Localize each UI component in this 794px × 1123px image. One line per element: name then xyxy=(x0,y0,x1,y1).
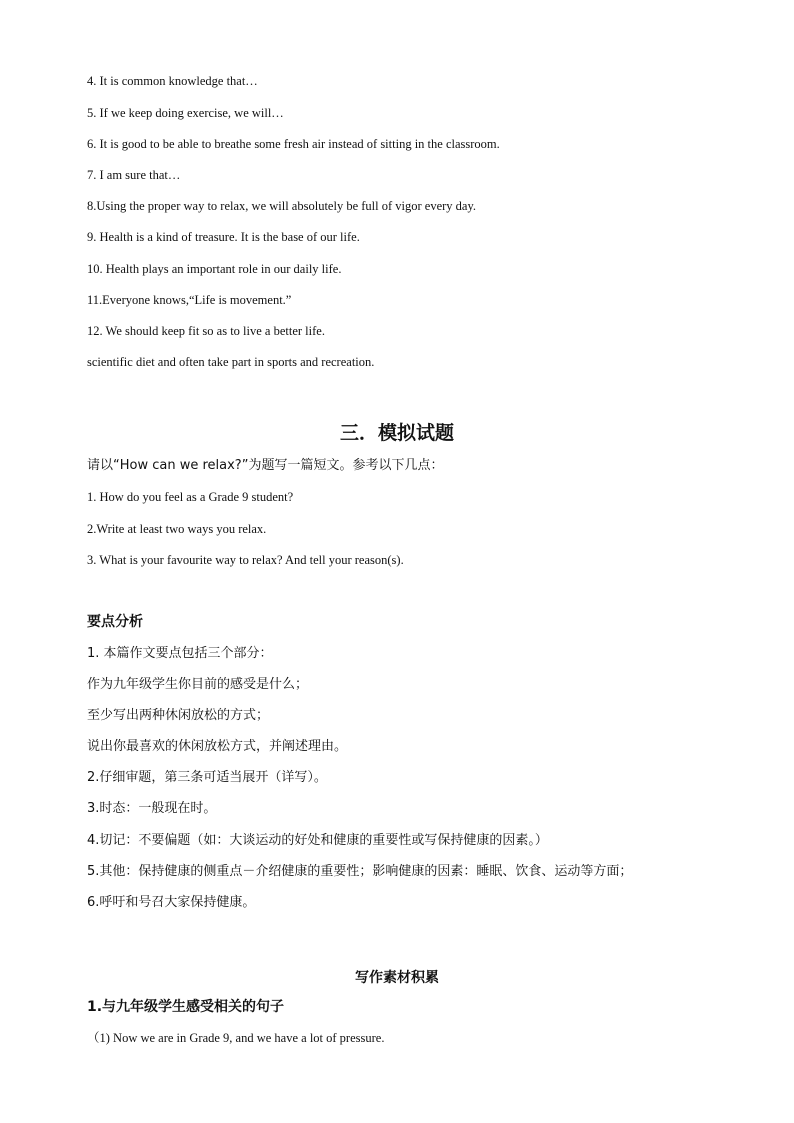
section-title: 三．模拟试题 xyxy=(339,422,454,444)
phrase-line: 9. Health is a kind of treasure. It is the base of our life. xyxy=(87,230,360,244)
phrase-line: 4. It is common knowledge that… xyxy=(87,74,258,88)
phrase-line: 7. I am sure that… xyxy=(87,168,181,182)
analysis-line: 3.时态：一般现在时。 xyxy=(87,801,217,816)
analysis-line: 1. 本篇作文要点包括三个部分： xyxy=(87,646,273,661)
example-sentence: （1) Now we are in Grade 9, and we have a lot of pressure. xyxy=(87,1031,385,1045)
phrase-line: 10. Health plays an important role in our daily life. xyxy=(87,262,342,276)
phrase-line: 8.Using the proper way to relax, we will absolutely be full of vigor every day. xyxy=(87,199,477,213)
analysis-line: 至少写出两种休闲放松的方式； xyxy=(87,708,270,723)
analysis-line: 2.仔细审题，第三条可适当展开（详写）。 xyxy=(87,770,327,785)
phrase-line: 6. It is good to be able to breathe some fresh air instead of sitting in the classroom. xyxy=(87,137,500,151)
phrase-line: 12. We should keep fit so as to live a better life. xyxy=(87,324,325,338)
phrase-line: 11.Everyone knows,“Life is movement.” xyxy=(87,293,292,307)
analysis-line: 作为九年级学生你目前的感受是什么； xyxy=(87,677,309,692)
prompt-point: 1. How do you feel as a Grade 9 student? xyxy=(87,490,294,504)
analysis-title: 要点分析 xyxy=(87,614,143,630)
prompt-point: 2.Write at least two ways you relax. xyxy=(87,522,267,536)
analysis-line: 4.切记：不要偏题（如：大谈运动的好处和健康的重要性或写保持健康的因素。） xyxy=(87,833,548,848)
analysis-line: 说出你最喜欢的休闲放松方式，并阐述理由。 xyxy=(87,739,348,754)
phrase-line: 5. If we keep doing exercise, we will… xyxy=(87,106,284,120)
prompt-point: 3. What is your favourite way to relax? And tell your reason(s). xyxy=(87,553,404,567)
materials-title: 写作素材积累 xyxy=(355,970,439,986)
analysis-line: 5.其他：保持健康的侧重点－介绍健康的重要性；影响健康的因素：睡眠、饮食、运动等方面； xyxy=(87,864,633,879)
materials-subtitle: 1.与九年级学生感受相关的句子 xyxy=(87,999,285,1015)
phrase-line: scientific diet and often take part in sports and recreation. xyxy=(87,355,375,369)
analysis-line: 6.呼吁和号召大家保持健康。 xyxy=(87,895,256,910)
writing-prompt: 请以“How can we relax?”为题写一篇短文。参考以下几点： xyxy=(87,458,444,473)
